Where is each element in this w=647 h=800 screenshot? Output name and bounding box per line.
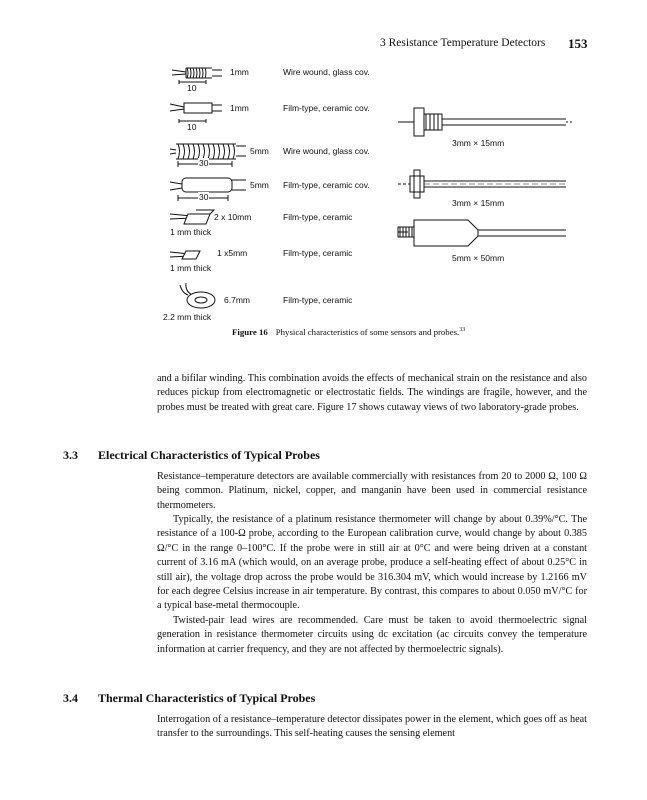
section-3-4-number: 3.4 xyxy=(63,691,78,705)
figure-caption xyxy=(232,327,465,337)
figure-number: Figure 16 xyxy=(232,327,268,337)
figure-caption-text: Physical characteristics of some sensors and probes. xyxy=(275,327,460,337)
sensor-1-description: Wire wound, glass cov. xyxy=(283,67,370,77)
probe-2-size: 3mm × 15mm xyxy=(452,198,505,208)
section-3-4-paragraph-1: Interrogation of a resistance–temperature detector dissipates power in the element, which goes off as heat transfer to the surroundings. This self-heating causes the sensing element xyxy=(157,714,587,740)
probe-3-size: 5mm × 50mm xyxy=(452,253,505,263)
section-3-3-paragraph-2: Typically, the resistance of a platinum resistance thermometer will change by about 0.39%/°C. The resistance of a 100-Ω probe, according to the European calibration curve, would change by about 0.385 Ω/°C in the range 0–100°C. If the probe were in still air at 0°C and were being driven at a constant current of 3.16 mA (which would, on an average probe, produce a self-heating effect of about 0.25°C in still air), the voltage drop across the probe would be 316.304 mV, which would increase by 1.2166 mV for each degree Celsius increase in air temperature. By contrast, this compares to about 0.050 mV/°C for a typical base-metal thermocouple. xyxy=(157,514,587,612)
sensor-round-disc-drawing xyxy=(180,283,215,308)
sensor-7-size: 6.7mm xyxy=(224,295,250,305)
section-3-4-heading xyxy=(63,691,315,706)
sensor-2-size: 1mm xyxy=(230,103,249,113)
sensor-film-small-drawing xyxy=(170,103,222,123)
section-3-3-title: Electrical Characteristics of Typical Probes xyxy=(98,448,320,462)
page-number: 153 xyxy=(568,36,588,51)
sensor-7-thickness: 2.2 mm thick xyxy=(163,312,212,322)
probe-1-drawing xyxy=(398,108,574,136)
sensor-7-description: Film-type, ceramic xyxy=(283,295,353,305)
section-3-3-number: 3.3 xyxy=(63,448,78,462)
sensor-4-description: Film-type, ceramic cov. xyxy=(283,180,370,190)
sensor-3-dimension: 30 xyxy=(199,158,209,168)
sensor-6-size: 1 x5mm xyxy=(217,248,248,258)
sensor-4-size: 5mm xyxy=(250,180,269,190)
running-header-title: 3 Resistance Temperature Detectors xyxy=(380,37,546,49)
sensor-2-description: Film-type, ceramic cov. xyxy=(283,103,370,113)
sensor-3-description: Wire wound, glass cov. xyxy=(283,146,370,156)
section-3-4-title: Thermal Characteristics of Typical Probes xyxy=(98,691,316,705)
sensor-flat-film-1x5-drawing xyxy=(170,251,200,259)
sensor-4-dimension: 30 xyxy=(199,192,209,202)
sensor-wire-wound-small-drawing xyxy=(172,68,222,84)
probe-3-drawing xyxy=(398,220,566,246)
sensor-6-thickness: 1 mm thick xyxy=(170,263,212,273)
probe-2-drawing xyxy=(398,170,566,198)
section-3-3-heading xyxy=(63,448,320,463)
sensor-1-dimension: 10 xyxy=(187,83,197,93)
probe-1-size: 3mm × 15mm xyxy=(452,138,505,148)
sensor-5-thickness: 1 mm thick xyxy=(170,227,212,237)
sensor-flat-film-2x10-drawing xyxy=(170,210,214,224)
sensor-5-description: Film-type, ceramic xyxy=(283,212,353,222)
sensor-3-size: 5mm xyxy=(250,146,269,156)
sensor-2-dimension: 10 xyxy=(187,122,197,132)
sensor-5-size: 2 x 10mm xyxy=(214,212,252,222)
sensor-6-description: Film-type, ceramic xyxy=(283,248,353,258)
section-3-3-paragraph-3: Twisted-pair lead wires are recommended. Care must be taken to avoid thermoelectric signal generation in resistance thermometer circuits using dc excitation (ac circuits convey the temperature information at carrier frequency, and they are not affected by thermoelectric signals). xyxy=(157,615,587,655)
sensor-1-size: 1mm xyxy=(230,67,249,77)
section-3-3-paragraph-1: Resistance–temperature detectors are available commercially with resistances from 20 to 2000 Ω, 100 Ω being common. Platinum, nickel, copper, and manganin have been used in commercial resistance thermometers. xyxy=(157,471,587,511)
intro-paragraph: and a bifilar winding. This combination avoids the effects of mechanical strain on the resistance and also reduces pickup from electromagnetic or electrostatic fields. The windings are fragile, however, and the probes must be treated with great care. Figure 17 shows cutaway views of two laboratory-grade probes. xyxy=(157,373,587,413)
figure-caption-reference: 33 xyxy=(459,327,466,334)
